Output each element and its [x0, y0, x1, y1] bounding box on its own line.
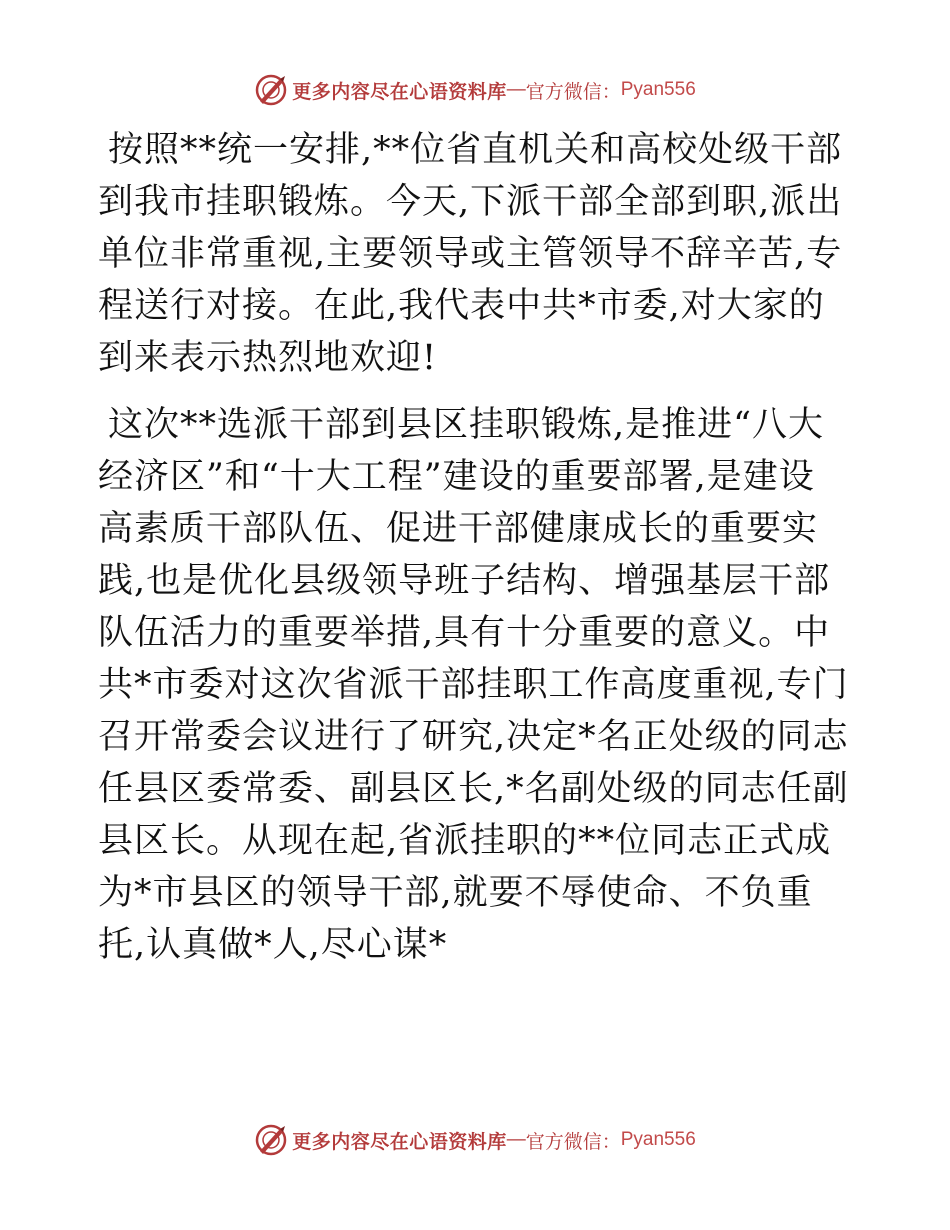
footer-banner: [0, 1120, 950, 1160]
banner-dash: —: [506, 79, 526, 100]
banner-wechat-id: Pyan556: [620, 1129, 696, 1150]
brush-pen-logo-icon: [254, 1123, 288, 1157]
banner-wechat-id: Pyan556: [620, 79, 696, 100]
banner-wechat-label: 官方微信：: [525, 1130, 621, 1153]
paragraph-1: 按照**统一安排,**位省直机关和高校处级干部到我市挂职锻炼。今天,下派干部全部到职,派出单位非常重视,主要领导或主管领导不辞辛苦,专程送行对接。在此,我代表中共*市委,对大家的到来表示热烈地欢迎!: [98, 130, 843, 378]
brush-pen-logo-icon: [254, 73, 288, 107]
document-body: [98, 124, 850, 971]
banner-main-text: 更多内容尽在心语资料库: [292, 80, 507, 103]
banner-wechat-label: 官方微信：: [525, 80, 621, 103]
banner-main-text: 更多内容尽在心语资料库: [292, 1130, 507, 1153]
banner-dash: —: [506, 1129, 526, 1150]
paragraph-2: 这次**选派干部到县区挂职锻炼,是推进“八大经济区”和“十大工程”建设的重要部署,是建设高素质干部队伍、促进干部健康成长的重要实践,也是优化县级领导班子结构、增强基层干部队伍活力的重要举措,具有十分重要的意义。中共*市委对这次省派干部挂职工作高度重视,专门召开常委会议进行了研究,决定*名正处级的同志任县区委常委、副县区长,*名副处级的同志任副县区长。从现在起,省派挂职的**位同志正式成为*市县区的领导干部,就要不辱使命、不负重托,认真做*人,尽心谋*: [98, 405, 849, 965]
header-banner: [0, 70, 950, 110]
